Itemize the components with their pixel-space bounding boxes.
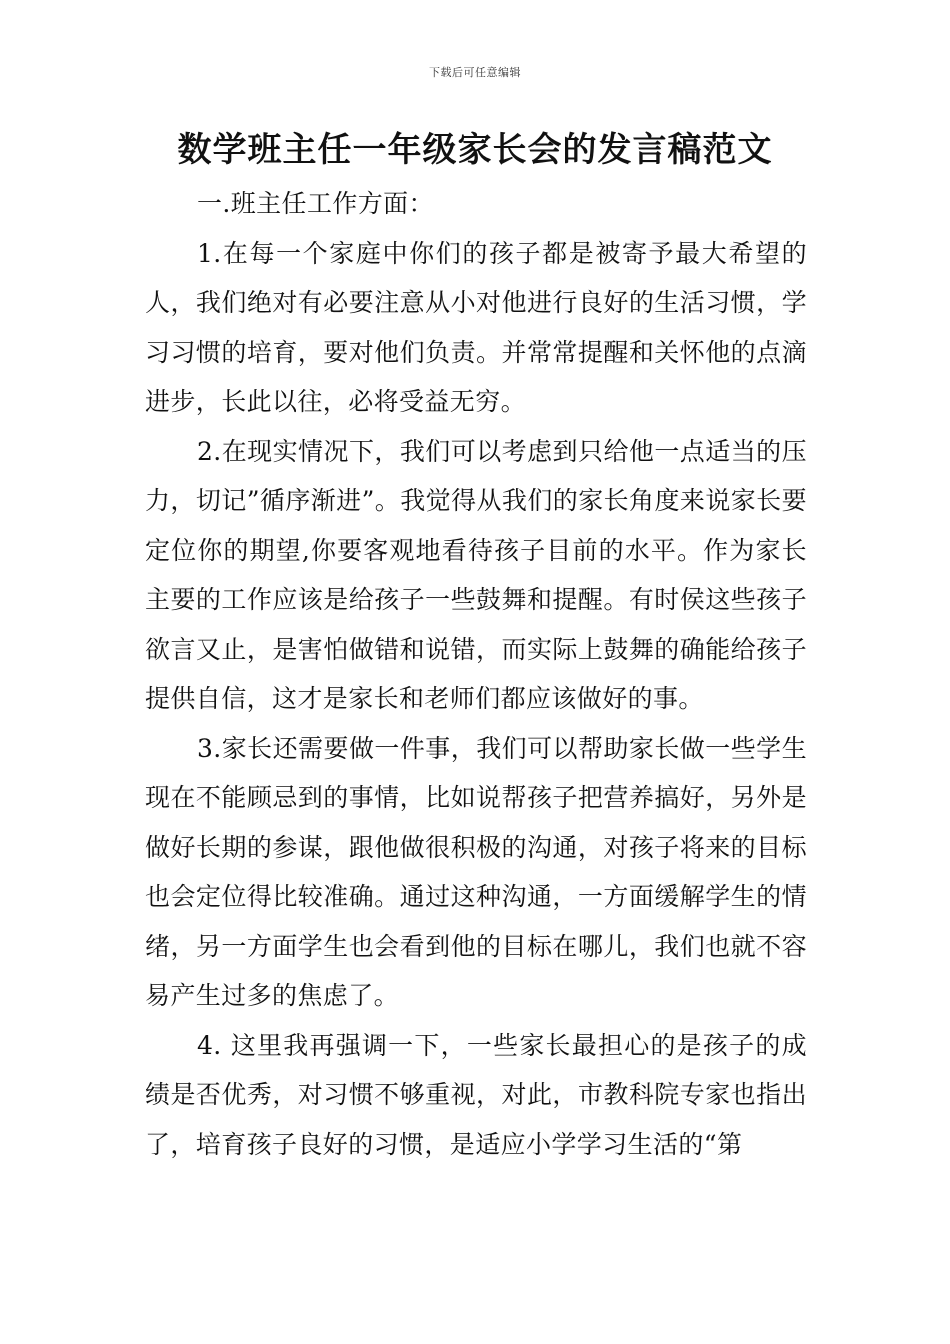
paragraph-4: 4. 这里我再强调一下，一些家长最担心的是孩子的成绩是否优秀，对习惯不够重视，对此，市教科院专家也指出了，培育孩子良好的习惯，是适应小学学习生活的“第 [145, 1030, 807, 1159]
paragraph-1: 1.在每一个家庭中你们的孩子都是被寄予最大希望的人，我们绝对有必要注意从小对他进行良好的生活习惯，学习习惯的培育，要对他们负责。并常常提醒和关怀他的点滴进步，长此以往，必将受益无穷。 [145, 238, 807, 416]
document-body [145, 179, 807, 1169]
page-header-note: 下载后可任意编辑 [429, 66, 521, 79]
document-title: 数学班主任一年级家长会的发言稿范文 [177, 130, 773, 170]
paragraph-3: 3.家长还需要做一件事，我们可以帮助家长做一些学生现在不能顾忌到的事情，比如说帮孩子把营养搞好，另外是做好长期的参谋，跟他做很积极的沟通，对孩子将来的目标也会定位得比较准确。通过这种沟通，一方面缓解学生的情绪，另一方面学生也会看到他的目标在哪儿，我们也就不容易产生过多的焦虑了。 [145, 733, 807, 1010]
paragraph-2: 2.在现实情况下，我们可以考虑到只给他一点适当的压力，切记”循序渐进”。我觉得从我们的家长角度来说家长要定位你的期望,你要客观地看待孩子目前的水平。作为家长主要的工作应该是给孩子一些鼓舞和提醒。有时侯这些孩子欲言又止，是害怕做错和说错，而实际上鼓舞的确能给孩子提供自信，这才是家长和老师们都应该做好的事。 [145, 436, 807, 713]
section-heading: 一.班主任工作方面： [197, 189, 434, 218]
